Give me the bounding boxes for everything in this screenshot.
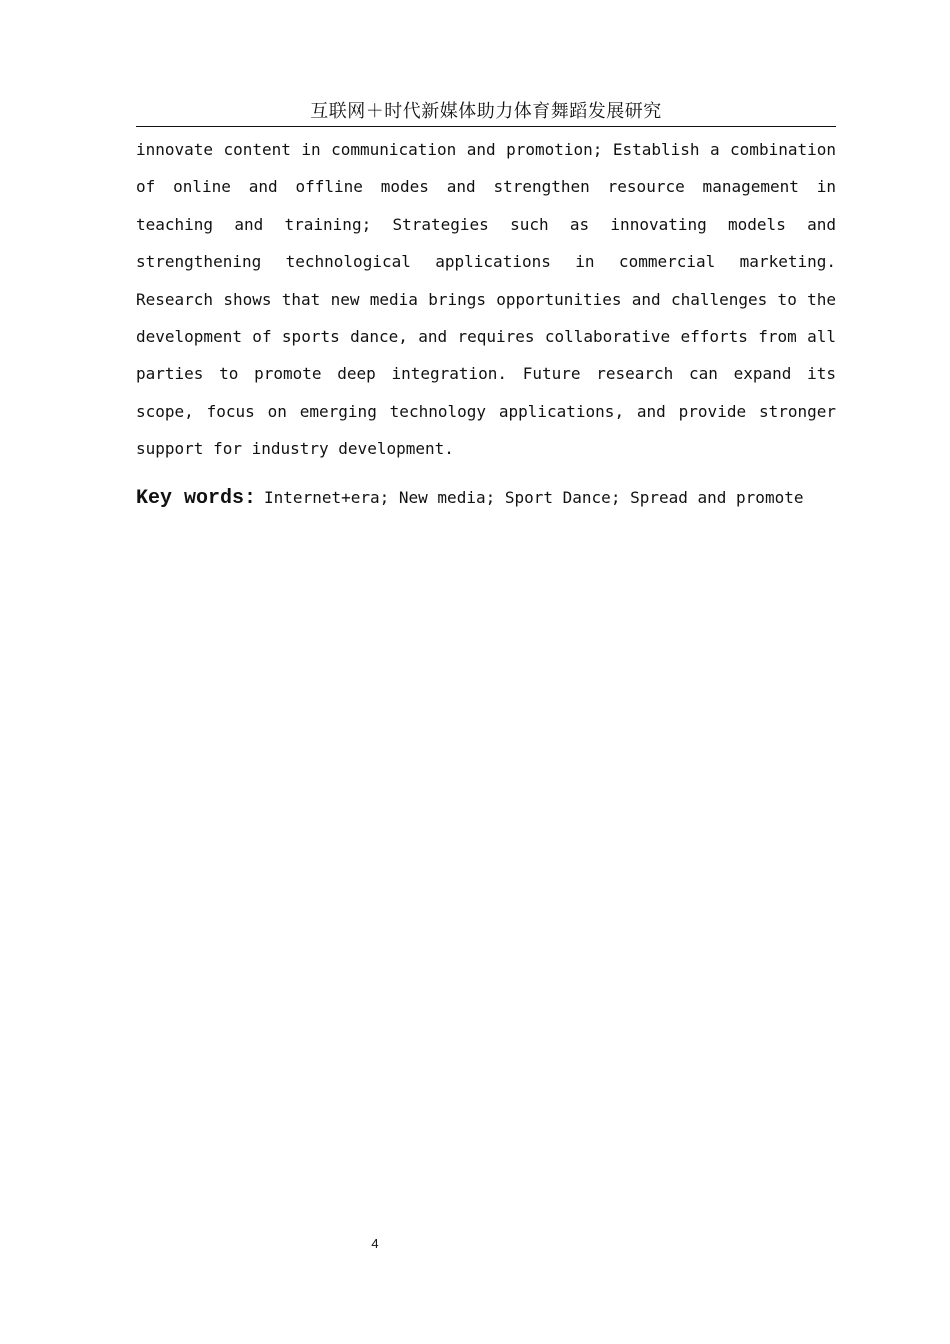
abstract-line: of online and offline modes and strengthen resource management in: [136, 177, 836, 197]
abstract-body: [136, 131, 836, 468]
abstract-line: teaching and training; Strategies such as innovating models and: [136, 214, 836, 234]
keywords-line: [136, 482, 836, 515]
abstract-line: strengthening technological applications in commercial marketing.: [136, 252, 836, 272]
keywords-text: Internet+era; New media; Sport Dance; Spread and promote: [264, 488, 804, 507]
abstract-line: parties to promote deep integration. Future research can expand its: [136, 364, 836, 384]
abstract-line: scope, focus on emerging technology applications, and provide stronger: [136, 401, 836, 421]
keywords-label: Key words:: [136, 487, 257, 510]
abstract-line: development of sports dance, and requires collaborative efforts from all: [136, 326, 836, 346]
abstract-line: support for industry development.: [136, 439, 454, 459]
running-header: 互联网＋时代新媒体助力体育舞蹈发展研究: [136, 97, 836, 127]
abstract-line: innovate content in communication and promotion; Establish a combination: [136, 140, 836, 159]
abstract-line: Research shows that new media brings opportunities and challenges to the: [136, 289, 836, 309]
page-number: 4: [371, 1236, 379, 1251]
